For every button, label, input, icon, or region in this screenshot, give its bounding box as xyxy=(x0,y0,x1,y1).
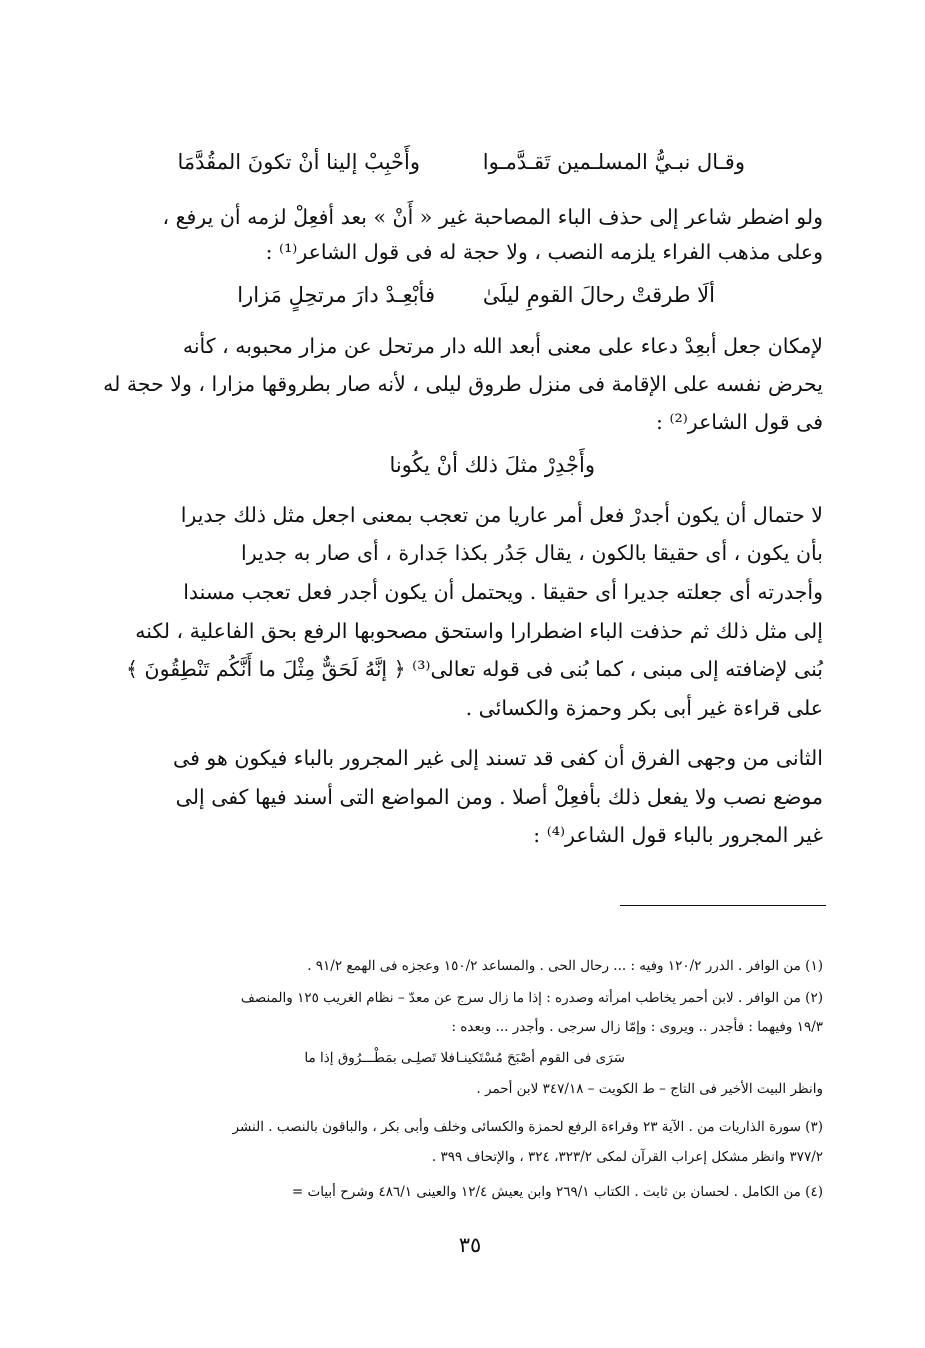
footnote-3-line-2: ٣٧٧/٢ وانظر مشكل إعراب القرآن لمكى ٣٢٣/٢، ٣٢٤ ، والإتحاف ٣٩٩ . xyxy=(431,1149,823,1165)
footnote-4: (٤) من الكامل . لحسان بن ثابت . الكتاب ٢٦٩/١ وابن يعيش ١٢/٤ والعينى ٤٨٦/١ وشرح أبيات = xyxy=(291,1184,823,1200)
footnote-2-line-2: ١٩/٣ وفيهما : فأجدر .. ويروى : وإمّا زال سرجى . وأجدر ... وبعده : xyxy=(451,1019,823,1035)
footnote-2-line-3: وانظر البيت الأخير فى التاج – ط الكويت – ٣٤٧/١٨ لابن أحمر . xyxy=(476,1081,823,1097)
paragraph-3-line-4: إلى مثل ذلك ثم حذفت الباء اضطرارا واستحق مصحوبها الرفع بحق الفاعلية ، لكنه xyxy=(135,619,823,643)
verse-2-right-hemistich: ألَا طرقتْ رحالَ القومِ ليلَىٰ xyxy=(482,283,715,307)
paragraph-4-line-2: موضع نصب ولا يفعل ذلك بأفعِلْ أصلا . ومن المواضع التى أسند فيها كفى إلى xyxy=(175,785,823,809)
paragraph-3-line-1: لا حتمال أن يكون أجدرْ فعل أمر عاريا من تعجب بمعنى اجعل مثل ذلك جديرا xyxy=(180,503,823,527)
paragraph-2-line-3: فى قول الشاعر⁽²⁾ : xyxy=(656,410,823,434)
verse-2-left-hemistich: فأبْعِـدْ دارَ مرتحِلٍ مَزارا xyxy=(237,283,435,307)
verse-3: وأَجْدِرْ مثلَ ذلك أنْ يكُونا xyxy=(389,453,595,477)
verse-1-right-hemistich: وقـال نبـيُّ المسلـمين تَقـدَّمـوا xyxy=(482,150,745,174)
paragraph-1-line-2: وعلى مذهب الفراء يلزمه النصب ، ولا حجة له فى قول الشاعر⁽¹⁾ : xyxy=(265,240,823,264)
footnote-2-verse-left: سَرَى فى القوم أصْبَحَ مُسْتَكينـا xyxy=(455,1050,625,1066)
paragraph-3-line-2: بأن يكون ، أى حقيقا بالكون ، يقال جَدُر بكذا جَدارة ، أى صار به جديرا xyxy=(241,541,823,565)
footnote-1: (١) من الوافر . الدرر ١٢٠/٢ وفيه : ... رحال الحى . والمساعد ١٥٠/٢ وعجزه فى الهمع ٩١/٢ . xyxy=(307,958,823,974)
footnote-2-line-1: (٢) من الوافر . لابن أحمر يخاطب امرأته وصدره : إذا ما زال سرج عن معدّ – نظام الغريب ١٢٥ والمنصف xyxy=(240,990,823,1006)
paragraph-1-line-1: ولو اضطر شاعر إلى حذف الباء المصاحبة غير « أَنْ » بعد أفعِلْ لزمه أن يرفع ، xyxy=(162,205,823,229)
paragraph-4-line-1: الثانى من وجهى الفرق أن كفى قد تسند إلى غير المجرور بالباء فيكون هو فى xyxy=(173,746,823,770)
paragraph-2-line-2: يحرض نفسه على الإقامة فى منزل طروق ليلى ، لأنه صار بطروقها مزارا ، ولا حجة له xyxy=(103,372,823,396)
footnote-separator xyxy=(620,905,826,906)
verse-1-left-hemistich: وأَحْبِبْ إلينا أنْ تكونَ المقُدَّمَا xyxy=(177,150,420,174)
footnote-2-verse-right: فلا تَصلِـى بمَطْـــرُوق إذا ما xyxy=(304,1050,455,1066)
paragraph-3-line-3: وأجدرته أى جعلته جديرا أى حقيقا . ويحتمل أن يكون أجدر فعل تعجب مسندا xyxy=(183,580,823,604)
paragraph-3-line-6: على قراءة غير أبى بكر وحمزة والكسائى . xyxy=(465,696,823,720)
paragraph-4-line-3: غير المجرور بالباء قول الشاعر⁽⁴⁾ : xyxy=(533,823,823,847)
page-number: ٣٥ xyxy=(458,1233,482,1257)
footnote-3-line-1: (٣) سورة الذاريات من . الآية ٢٣ وقراءة الرفع لحمزة والكسائى وخلف وأبى بكر ، والباقون بالنصب . النشر xyxy=(232,1119,823,1135)
paragraph-2-line-1: لإمكان جعل أبعِدْ دعاء على معنى أبعد الله دار مرتحل عن مزار محبوبه ، كأنه xyxy=(182,334,823,358)
paragraph-3-line-5: بُنى لإضافته إلى مبنى ، كما بُنى فى قوله تعالى⁽³⁾ ﴿ إنَّهُ لَحَقٌّ مِثْلَ ما أَنَّكُم تَنْطِقُونَ ﴾ xyxy=(126,657,823,681)
